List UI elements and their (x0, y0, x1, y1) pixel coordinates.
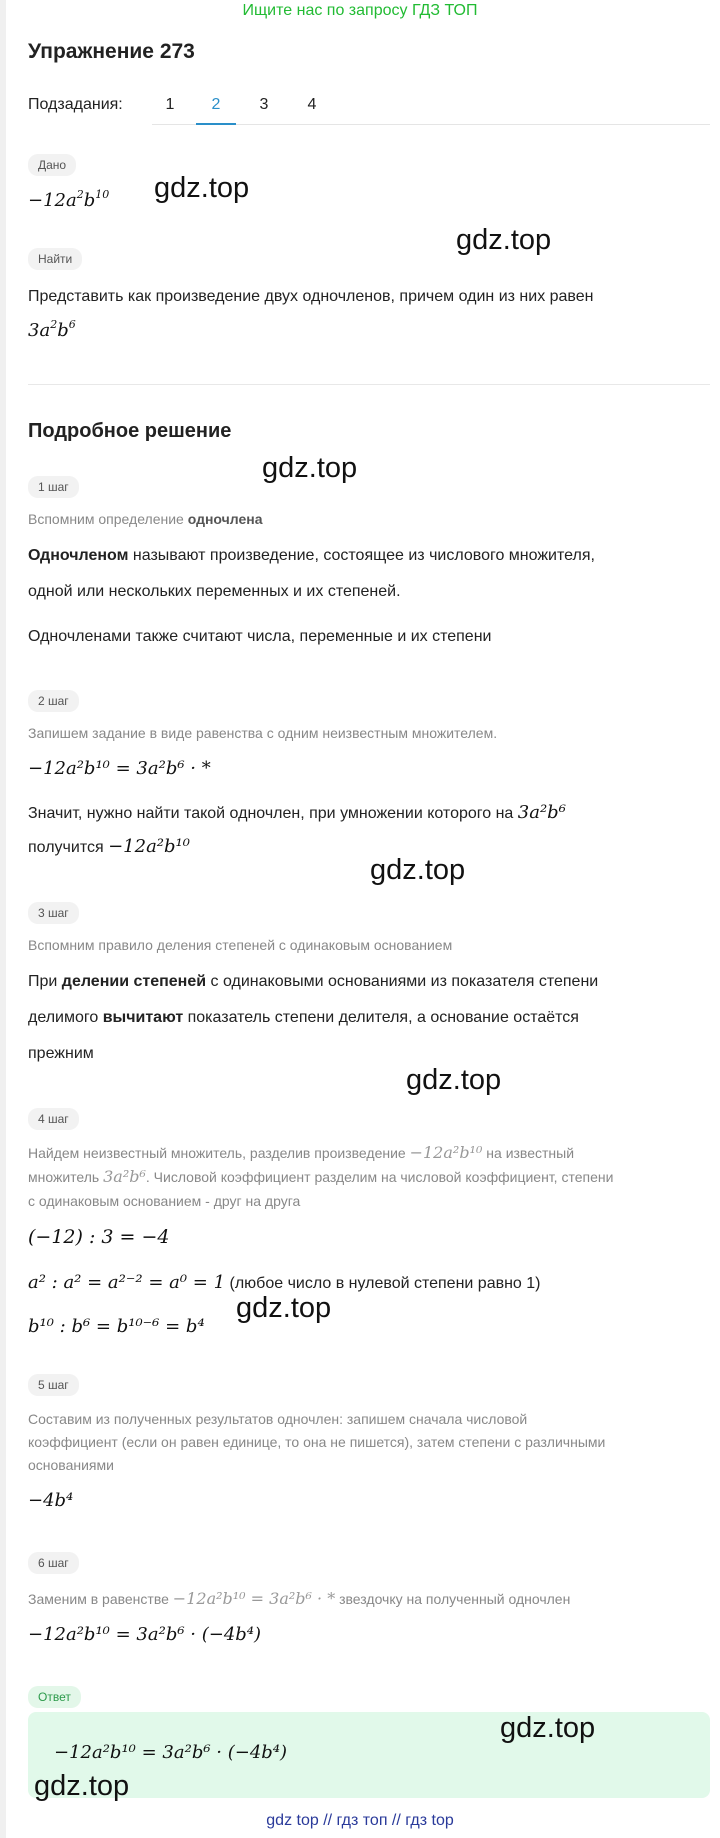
step-1-definition: Одночленом называют произведение, состоящее из числового множителя, (28, 547, 595, 564)
step-4-eq-2: a² : a² = a²⁻² = a⁰ = 1 (любое число в нулевой степени равно 1) (28, 1272, 541, 1293)
step-5-hint-line1: Составим из полученных результатов одночлен: запишем сначала числовой (28, 1411, 528, 1427)
step-5-hint-line2: коэффициент (если он равен единице, то она не пишется), затем степени с различными (28, 1434, 606, 1450)
step-4-eq-3: b¹⁰ : b⁶ = b¹⁰⁻⁶ = b⁴ (28, 1316, 205, 1337)
watermark: gdz.top (406, 1064, 502, 1096)
left-gutter (0, 0, 6, 1838)
page-title: Упражнение 273 (28, 40, 195, 63)
step-5-hint-line3: основаниями (28, 1457, 114, 1473)
step-1-badge: 1 шаг (28, 476, 79, 498)
step-6-hint: Заменим в равенстве −12a²b¹⁰ = 3a²b⁶ · * звездочку на полученный одночлен (28, 1589, 571, 1608)
watermark: gdz.top (370, 854, 466, 886)
step-5-badge: 5 шаг (28, 1374, 79, 1396)
subtasks-label: Подзадания: (28, 96, 123, 113)
tab-subtask-4[interactable]: 4 (307, 96, 317, 113)
watermark: gdz.top (154, 172, 250, 204)
answer-equation: −12a²b¹⁰ = 3a²b⁶ · (−4b⁴) (54, 1742, 288, 1763)
step-4-hint-line3: с одинаковым основанием - друг на друга (28, 1193, 301, 1209)
given-expression: $-12a^2b^{10}$ (28, 188, 110, 211)
step-3-hint: Вспомним правило деления степеней с одинаковым основанием (28, 937, 453, 953)
step-2-text-line2: получится −12a²b¹⁰ (28, 836, 190, 857)
step-4-eq-1: (−12) : 3 = −4 (28, 1226, 170, 1248)
section-divider (28, 384, 710, 385)
solution-title: Подробное решение (28, 420, 232, 442)
step-3-rule-line3: прежним (28, 1045, 94, 1062)
step-1-hint: Вспомним определение одночлена (28, 511, 263, 527)
step-4-badge: 4 шаг (28, 1108, 79, 1130)
step-1-definition-line2: одной или нескольких переменных и их степеней. (28, 583, 401, 600)
watermark: gdz.top (236, 1292, 332, 1324)
step-6-equation: −12a²b¹⁰ = 3a²b⁶ · (−4b⁴) (28, 1624, 262, 1645)
step-4-hint-line1: Найдем неизвестный множитель, разделив произведение −12a²b¹⁰ на известный (28, 1143, 575, 1162)
step-2-equation: −12a²b¹⁰ = 3a²b⁶ · * (28, 758, 211, 779)
step-4-hint-line2: множитель 3a²b⁶. Числовой коэффициент разделим на числовой коэффициент, степени (28, 1167, 614, 1186)
tab-subtask-1[interactable]: 1 (165, 96, 175, 113)
step-2-text: Значит, нужно найти такой одночлен, при умножении которого на 3a²b⁶ (28, 802, 566, 823)
step-2-hint: Запишем задание в виде равенства с одним неизвестным множителем. (28, 725, 498, 741)
step-3-rule-line2: делимого вычитают показатель степени делителя, а основание остаётся (28, 1009, 579, 1026)
step-3-rule-line1: При делении степеней с одинаковыми основаниями из показателя степени (28, 973, 599, 990)
watermark: gdz.top (500, 1712, 596, 1744)
step-1-note: Одночленами также считают числа, переменные и их степени (28, 628, 492, 645)
tab-subtask-3[interactable]: 3 (259, 96, 269, 113)
step-2-badge: 2 шаг (28, 690, 79, 712)
watermark: gdz.top (34, 1770, 130, 1802)
find-badge: Найти (28, 248, 82, 270)
watermark: gdz.top (456, 224, 552, 256)
top-banner[interactable]: Ищите нас по запросу ГДЗ ТОП (242, 2, 478, 19)
tab-subtask-2[interactable]: 2 (211, 96, 221, 113)
step-3-badge: 3 шаг (28, 902, 79, 924)
footer-links[interactable]: gdz top // гдз топ // гдз top (266, 1812, 454, 1829)
answer-badge: Ответ (28, 1686, 81, 1708)
step-5-result: −4b⁴ (28, 1490, 74, 1511)
given-badge: Дано (28, 154, 76, 176)
step-6-badge: 6 шаг (28, 1552, 79, 1574)
find-text: Представить как произведение двух одночленов, причем один из них равен (28, 288, 594, 305)
active-tab-indicator (196, 123, 236, 125)
find-expression: $3a^2b^6$ (28, 318, 76, 341)
watermark: gdz.top (262, 452, 358, 484)
